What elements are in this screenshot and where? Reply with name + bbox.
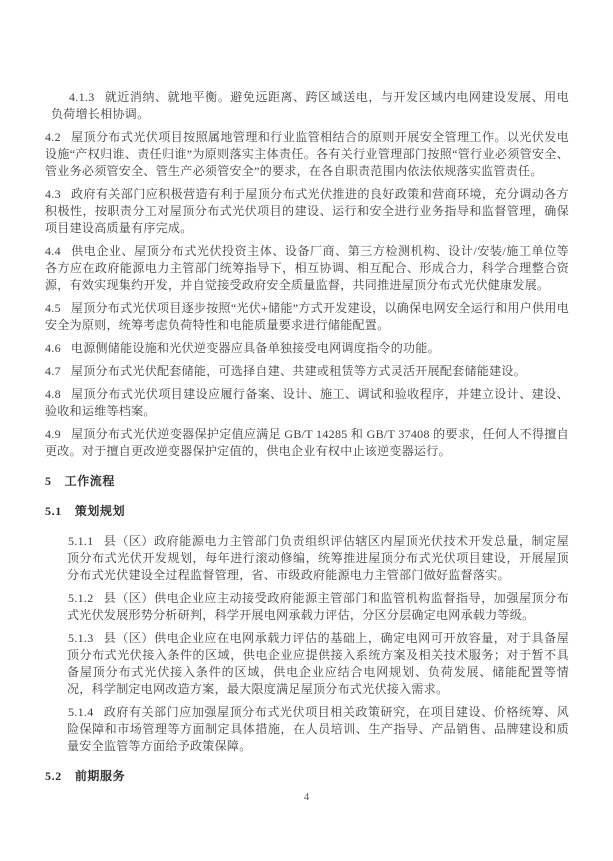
clause-text: 县（区）供电企业应主动接受政府能源主管部门和监管机构监督指导，加强屋顶分布式光伏发展形势分析研判，科学开展电网承载力评估，分区分层确定电网承载力等级。 [67,591,569,622]
section-heading-5-1 [45,503,569,520]
section-title: 工作流程 [64,474,116,488]
clause-4-2 [45,129,569,180]
clause-number: 4.7 [45,364,61,378]
section-number: 5.1 [45,504,62,518]
section-number: 5 [45,474,52,488]
clause-number: 4.3 [45,187,61,201]
clause-number: 4.2 [45,130,61,144]
section-number: 5.2 [45,769,62,783]
clause-5-1-2 [45,590,569,624]
section-heading-5 [45,473,569,490]
clause-number: 4.5 [45,301,61,315]
clause-text: 供电企业、屋顶分布式光伏投资主体、设备厂商、第三方检测机构、设计/安装/施工单位等各方应在政府能源电力主管部门统筹指导下，相互协调、相互配合、形成合力，科学合理整合资源，有效实现集约开发，并自觉接受政府安全质量监督，共同推进屋顶分布式光伏健康发展。 [45,244,569,292]
clause-text: 屋顶分布式光伏逆变器保护定值应满足 GB/T 14285 和 GB/T 37408 的要求，任何人不得擅自更改。对于擅自更改逆变器保护定值的，供电企业有权中止该逆变器运行。 [45,427,569,458]
section-heading-5-2 [45,768,569,785]
section-title: 策划规划 [74,504,126,518]
clause-text: 就近消纳、就地平衡。避免远距离、跨区域送电，与开发区域内电网建设发展、用电负荷增长相协调。 [51,90,569,121]
clause-5-1-1 [45,533,569,584]
clause-number: 4.1.3 [69,90,95,104]
clause-4-9 [45,426,569,460]
section-title: 前期服务 [74,769,126,783]
clause-4-8 [45,386,569,420]
clause-text: 县（区）供电企业应在电网承载力评估的基础上，确定电网可开放容量，对于具备屋顶分布式光伏接入条件的区域，供电企业应提供接入系统方案及相关技术服务；对于暂不具备屋顶分布式光伏接入条件的区域，供电企业应结合电网规划、负荷发展、储能配置等情况，科学制定电网改造方案，最大限度满足屋顶分布式光伏接入需求。 [67,631,569,696]
clause-4-7 [45,363,569,380]
page-number: 4 [303,791,310,803]
clause-number: 4.6 [45,341,61,355]
clause-4-4 [45,243,569,294]
clause-4-6 [45,340,569,357]
clause-4-3 [45,186,569,237]
clause-text: 政府有关部门应加强屋顶分布式光伏项目相关政策研究，在项目建设、价格统筹、风险保障和市场管理等方面制定具体措施，在人员培训、生产指导、产品销售、品牌建设和质量安全监管等方面给予政策保障。 [67,705,569,753]
clause-number: 4.4 [45,244,61,258]
page-content [45,83,569,798]
clause-number: 5.1.4 [68,705,94,719]
clause-text: 电源侧储能设施和光伏逆变器应具备单独接受电网调度指令的功能。 [70,341,440,355]
clause-number: 4.9 [45,427,61,441]
clause-number: 5.1.2 [68,591,94,605]
clause-text: 屋顶分布式光伏配套储能，可选择自建、共建或租赁等方式灵活开展配套储能建设。 [70,364,527,378]
clause-number: 5.1.3 [68,631,94,645]
clause-text: 屋顶分布式光伏项目按照属地管理和行业监管相结合的原则开展安全管理工作。以光伏发电设施“产权归谁、责任归谁”为原则落实主体责任。各有关行业管理部门按照“管行业必须管安全、管业务必须管安全、管生产必须管安全”的要求，在各自职责范围内依法依规落实监管责任。 [45,130,569,178]
clause-text: 县（区）政府能源电力主管部门负责组织评估辖区内屋顶光伏技术开发总量，制定屋顶分布式光伏开发规划，每年进行滚动修编，统筹推进屋顶分布式光伏项目建设，开展屋顶分布式光伏建设全过程监督管理，省、市级政府能源电力主管部门做好监督落实。 [67,534,569,582]
clause-5-1-3 [45,630,569,698]
clause-number: 4.8 [45,387,61,401]
clause-number: 5.1.1 [68,534,94,548]
clause-4-5 [45,300,569,334]
clause-text: 屋顶分布式光伏项目建设应履行备案、设计、施工、调试和验收程序，并建立设计、建设、验收和运维等档案。 [45,387,569,418]
clause-text: 屋顶分布式光伏项目逐步按照“光伏+储能”方式开发建设，以确保电网安全运行和用户供用电安全为原则，统筹考虑负荷特性和电能质量要求进行储能配置。 [45,301,569,332]
clause-4-1-3 [45,89,569,123]
clause-5-1-4 [45,704,569,755]
clause-text: 政府有关部门应积极营造有利于屋顶分布式光伏推进的良好政策和营商环境，充分调动各方积极性，按职责分工对屋顶分布式光伏项目的建设、运行和安全进行业务指导和监督管理，确保项目建设高质量有序完成。 [45,187,569,235]
